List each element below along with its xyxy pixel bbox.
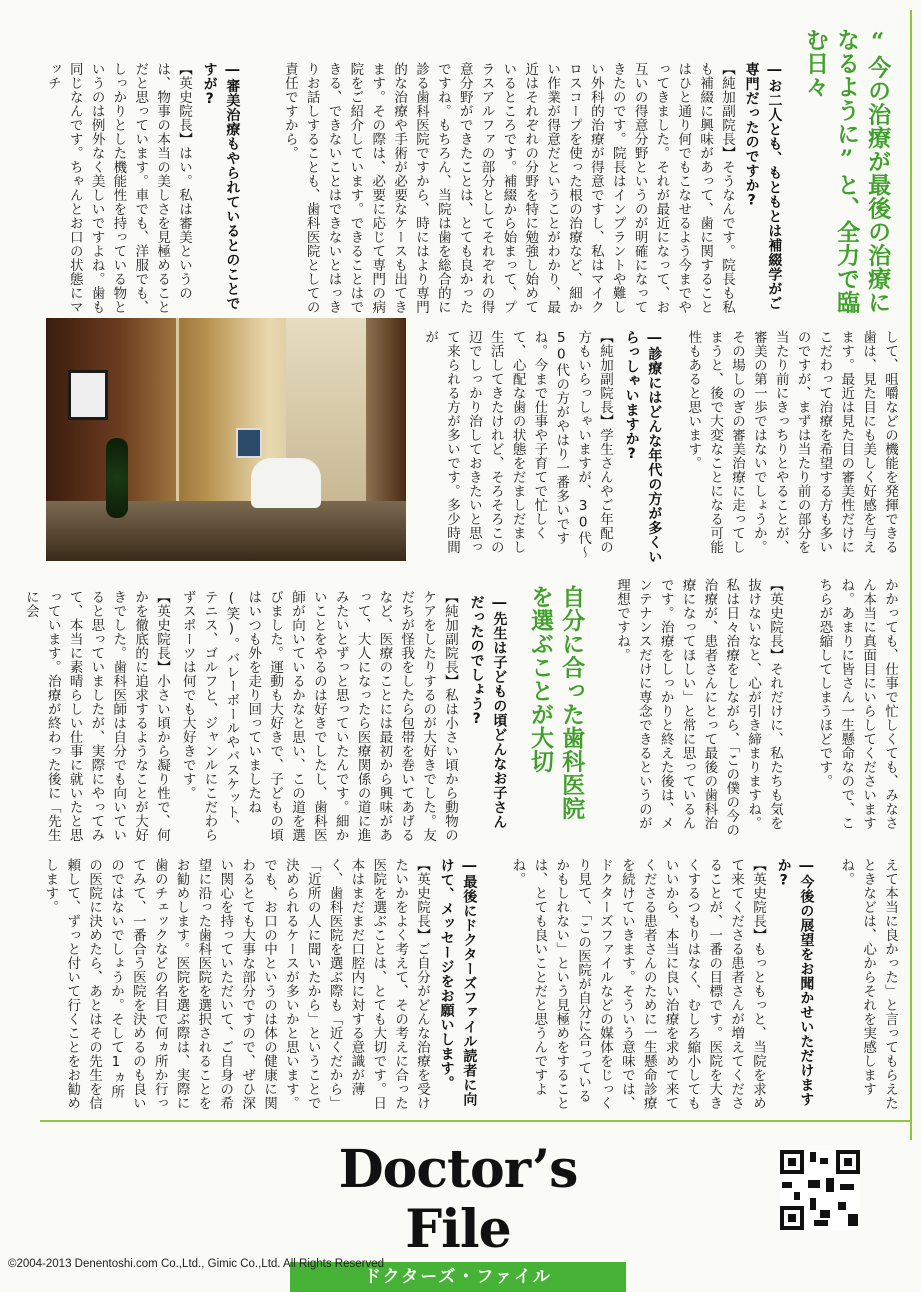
answer-aesthetic-continued: して、咀嚼などの機能を発揮できる歯は、見た目にも美しく好感を与えます。最近は見た目の審美性だけにこだわって治療を希望する方も多いのですが、まずは当たり前の部分を当たり前にきっちりとやることが、審美の第一歩ではないでしょうか。その場しのぎの審美治療に走ってしまうと、後で大変なことになる可能性もあると思います。 (685, 330, 898, 554)
answer-aesthetic: 【英史院長】はい。私は審美というのは、物事の本当の美しさを見極めることだと思っています。車でも、洋服でも、しっかりとした機能性を持っている物というのは例外なく美しいですよね。歯も同じなんです。ちゃんとお口の状態にマッチ (44, 62, 192, 314)
answer-future-outlook: 【英史院長】もっともっと、当院を求めて来てくださる患者さんが増えてくださることが、一番の目標です。医院を大きくするつもりはなく、むしろ縮小してもいいから、本当に良い治療を求めて来てくださる患者さんのために一生懸命診療を続けていきます。そういう意味では、ドクターズファイルなどの媒体をじっくり見て、「この医院が自分に合っているかもしれない」という見極めをすることは、とても良いことだと思うんですよね。 (509, 858, 766, 1110)
logo-title: Doctor’s File (338, 1139, 578, 1260)
answer-specialty: 【純加副院長】そうなんです。院長も私も補綴に興味があって、歯に関することはひと通り何でもこなせるよう今までやってきました。それが最近になって、お互いの得意分野というのが明確になってきたのです。院長はインプラントや難しい外科的治療が得意ですし、私はマイクロスコープを使った根の治療など、細かい作業が得意だということがわかり、最近はそれぞれの分野を特に勉強し始めているところです。補綴から始まって、プラスアルファの部分としてそれぞれの得意分野ができたことは、とても良かったですね。もちろん、当院は歯を総合的に診る歯科医院ですから、時にはより専門的な治療や手術が必要なケースも出てきます。その際は、必要に応じて専門の病院をご紹介しています。できることはできる、できないことはできないとはっきりお話しすることも、歯科医院としての責任ですから。 (281, 62, 735, 314)
question-message-readers: ―最後にドクターズファイル読者に向けて、メッセージをお願いします。 (438, 858, 478, 1107)
photo-plant (106, 438, 128, 518)
answer-age-group-continued: かかっても、仕事で忙しくても、みなさん本当に真面目にいらしてくださいますね。あまりに皆さん一生懸命なので、こちらが恐縮してしまうほどです。 (816, 578, 898, 830)
answer-director-ideal: 【英史院長】それだけに、私たちも気を抜けないなと、心が引き締まりますね。私は日々治療をしながら、「この僕の今の治療が、患者さんにとって最後の歯科治療になってほしい」と常に思っているんです。治療をしっかりと終えた後は、メンテナンスだけに専念できるというのが理想ですね。 (613, 578, 783, 838)
answer-age-group: 【純加副院長】学生さんやご年配の方もいらっしゃいますが、30代～50代の方がやはり一番多いですね。今まで仕事や子育てで忙しくて、心配な歯の状態をだましだまし生活してきたけれど、そろそろこの辺でしっかり治しておきたいと思って来られる方が多いです。多少時間が (422, 330, 613, 559)
answer-message-readers: 【英史院長】ご自分がどんな治療を受けたいかをよく考えて、その考えに合った医院を選ぶことは、とても大切です。日本はまだまだ口腔内に対する意識が薄く、歯科医院を選ぶ際も「近くだから」「近所の人に聞いたから」ということで決められるケースが多いかと思います。でも、お口の中というのは体の健康に関わるとても大事な部分ですので、ぜひ深い関心を持っていただいて、ご自身の希望に沿った歯科医院を選択されることをお勧めします。医院を選ぶ際は、実際に歯のチェックなどの名目で何ヵ所か行ってみて、一番合う医院を決めるのも良いのではないでしょうか。そして1ヵ所の医院に決めたら、あとはその先生を信頼して、ずっと付いて行くことをお勧めします。 (42, 858, 430, 1110)
question-specialty: ―お二人とも、もともとは補綴学がご専門だったのですか? (743, 62, 783, 311)
heading-current-treatment: “今の治療が最後の治療になるように”と、全力で臨む日々 (802, 28, 892, 314)
photo-dental-chair (251, 458, 321, 508)
question-age-group: ―診療にはどんな年代の方が多くいらっしゃいますか? (623, 330, 663, 564)
clinic-photo (46, 318, 406, 561)
question-future-outlook: ―今後の展望をお聞かせいただけますか? (775, 858, 815, 1107)
footer-divider (40, 1120, 910, 1122)
heading-choose-clinic: 自分に合った歯科医院を選ぶことが大切 (527, 585, 586, 820)
answer-childhood-continued: えて本当に良かった」と言ってもらえたときなどは、心からそれを実感しますね。 (838, 858, 898, 1110)
answer-childhood: 【純加副院長】私は小さい頃から動物のケアをしたりするのが大好きでした。友だちが怪我をしたら包帯を巻いてあげるなど、医療のことには最初から興味があって、大人になったら医療関係の道に進みたいとずっと思っていたんです。細かいことをやるのは好きでしたし、歯科医師が向いているかなと思い、この道を選びました。運動も大好きで、子どもの頃はいつも外を走り回っていましたね(笑)。バレーボールやバスケット、テニス、ゴルフと、ジャンルにこだわらずスポーツは何でも大好きです。 (179, 590, 458, 842)
logo-subtitle: ドクターズ・ファイル (290, 1262, 626, 1292)
copyright-text: ©2004-2013 Denentoshi.com Co.,Ltd., Gimic Co.,Ltd. All Rights Reserved (8, 1258, 385, 1270)
photo-monitor (236, 428, 262, 458)
photo-floor (46, 501, 406, 561)
qr-code (780, 1150, 860, 1230)
answer-childhood-director: 【英史院長】小さい頃から凝り性で、何かを徹底的に追求するようなことが大好きでした。歯科医師は自分でも向いていると思っていましたが、実際にやってみて、本当に素晴らしい仕事に就いたと思っています。治療が終わった後に「先生に会 (22, 590, 170, 842)
question-childhood: ―先生は子どもの頃どんなお子さんだったのでしょう? (468, 595, 508, 829)
question-aesthetic: ―審美治療もやられているとのことですが? (201, 62, 241, 311)
photo-picture-frame (68, 370, 108, 420)
